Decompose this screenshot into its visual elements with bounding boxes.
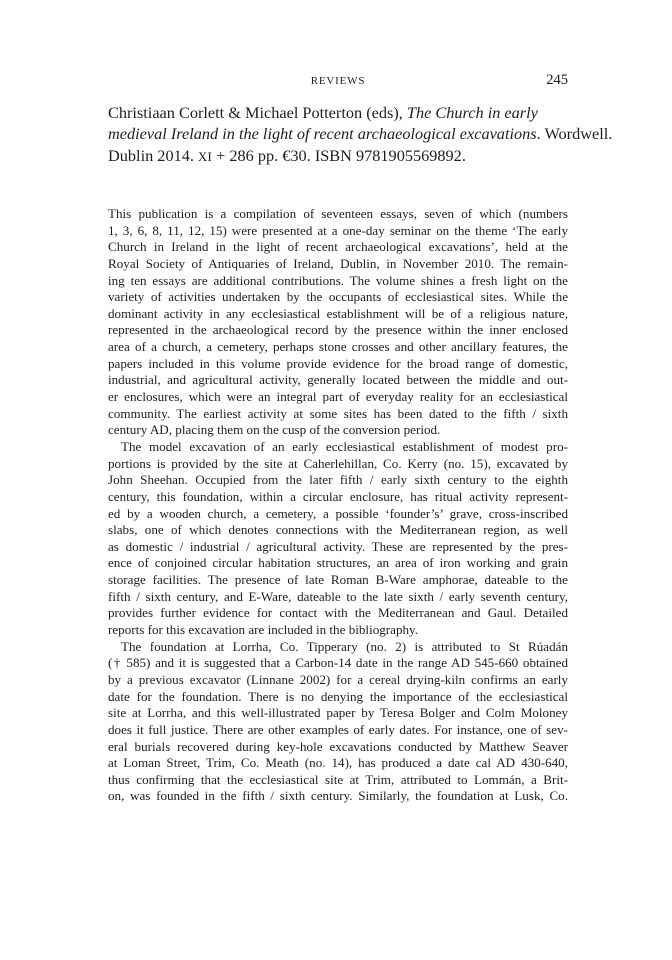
review-body-text <box>108 206 568 805</box>
review-citation-heading <box>108 102 613 168</box>
heading-line <box>108 123 613 144</box>
citation-fragment: Dublin 2014. <box>108 145 199 165</box>
book-title-fragment: medieval Ireland in the light of recent archaeological excavations <box>108 124 537 144</box>
body-line: Royal Society of Antiquaries of Ireland, Dublin, in November 2010. The remain- <box>108 255 568 271</box>
body-line: John Sheehan. Occupied from the later fifth / early sixth century to the eighth <box>108 472 568 488</box>
body-line: at Loman Street, Trim, Co. Meath (no. 14), has produced a date cal AD 430-640, <box>108 755 568 771</box>
body-line: reports for this excavation are included in the bibliography. <box>108 622 419 638</box>
body-line: industrial, and agricultural activity, generally located between the middle and out- <box>108 372 568 388</box>
body-line: does it full justice. There are other examples of early dates. For instance, one of sev- <box>108 721 568 737</box>
running-head <box>108 72 568 90</box>
body-line: portions is provided by the site at Caherlehillan, Co. Kerry (no. 15), excavated by <box>108 455 568 471</box>
heading-line <box>108 102 568 123</box>
citation-fragment: XI <box>198 149 213 164</box>
body-line: papers included in this volume provide evidence for the broad range of domestic, <box>108 355 568 371</box>
body-line: ing ten essays are additional contributions. The volume shines a fresh light on the <box>108 272 568 288</box>
body-line: variety of activities undertaken by the occupants of ecclesiastical sites. While the <box>108 289 568 305</box>
body-line: by a previous excavator (Linnane 2002) for a cereal drying-kiln confirms an early <box>108 671 568 687</box>
body-line: date for the foundation. There is no denying the importance of the ecclesiastical <box>108 688 568 704</box>
body-line: century AD, placing them on the cusp of the conversion period. <box>108 422 441 438</box>
body-line: as domestic / industrial / agricultural activity. These are represented by the pres- <box>108 538 568 554</box>
body-line: dominant activity in any ecclesiastical establishment will be of a religious nature, <box>108 305 568 321</box>
body-line: eral burials recovered during key-hole excavations conducted by Matthew Seaver <box>108 738 568 754</box>
body-line: († 585) and it is suggested that a Carbon-14 date in the range AD 545-660 obtained <box>108 655 568 671</box>
body-line: area of a church, a cemetery, perhaps stone crosses and other ancillary features, the <box>108 339 568 355</box>
body-line: provides further evidence for contact with the Mediterranean and Gaul. Detailed <box>108 605 568 621</box>
body-line: on, was founded in the fifth / sixth century. Similarly, the foundation at Lusk, Co. <box>108 788 568 804</box>
body-line: century, this foundation, within a circular enclosure, has ritual activity represent- <box>108 488 568 504</box>
body-line: The foundation at Lorrha, Co. Tipperary (no. 2) is attributed to St Rúadán <box>121 638 568 654</box>
body-line: The model excavation of an early ecclesiastical establishment of modest pro- <box>121 438 568 454</box>
running-title: REVIEWS <box>310 75 366 87</box>
citation-fragment: Christiaan Corlett & Michael Potterton (eds), <box>108 103 407 122</box>
page-number: 245 <box>546 72 568 88</box>
body-line: Church in Ireland in the light of recent archaeological excavations’, held at the <box>108 239 568 255</box>
citation-fragment: . Wordwell. <box>536 124 613 144</box>
body-line: fifth / sixth century, and E-Ware, dateable to the late sixth / early seventh century, <box>108 588 568 604</box>
body-line: slabs, one of which denotes connections with the Mediterranean region, as well <box>108 522 568 538</box>
body-line: ed by a wooden church, a cemetery, a possible ‘founder’s’ grave, cross-inscribed <box>108 505 568 521</box>
body-line: This publication is a compilation of seventeen essays, seven of which (numbers <box>108 206 568 221</box>
body-line: storage facilities. The presence of late Roman B-Ware amphorae, dateable to the <box>108 572 568 588</box>
citation-fragment: + 286 pp. €30. ISBN 9781905569892. <box>212 145 466 165</box>
book-title-fragment: The Church in early <box>406 103 538 122</box>
body-line: er enclosures, which were an integral part of everyday reality for an ecclesiastical <box>108 389 568 405</box>
body-line: represented in the archaeological record by the presence within the inner enclosed <box>108 322 568 338</box>
body-line: thus confirming that the ecclesiastical site at Trim, attributed to Lommán, a Brit- <box>108 771 568 787</box>
body-line: community. The earliest activity at some sites has been dated to the fifth / sixth <box>108 405 568 421</box>
body-line: 1, 3, 6, 8, 11, 12, 15) were presented at a one-day seminar on the theme ‘The early <box>108 222 568 238</box>
heading-line <box>108 145 568 168</box>
body-line: ence of conjoined circular habitation structures, an area of iron working and grain <box>108 555 568 571</box>
body-line: site at Lorrha, and this well-illustrated paper by Teresa Bolger and Colm Moloney <box>108 705 568 721</box>
